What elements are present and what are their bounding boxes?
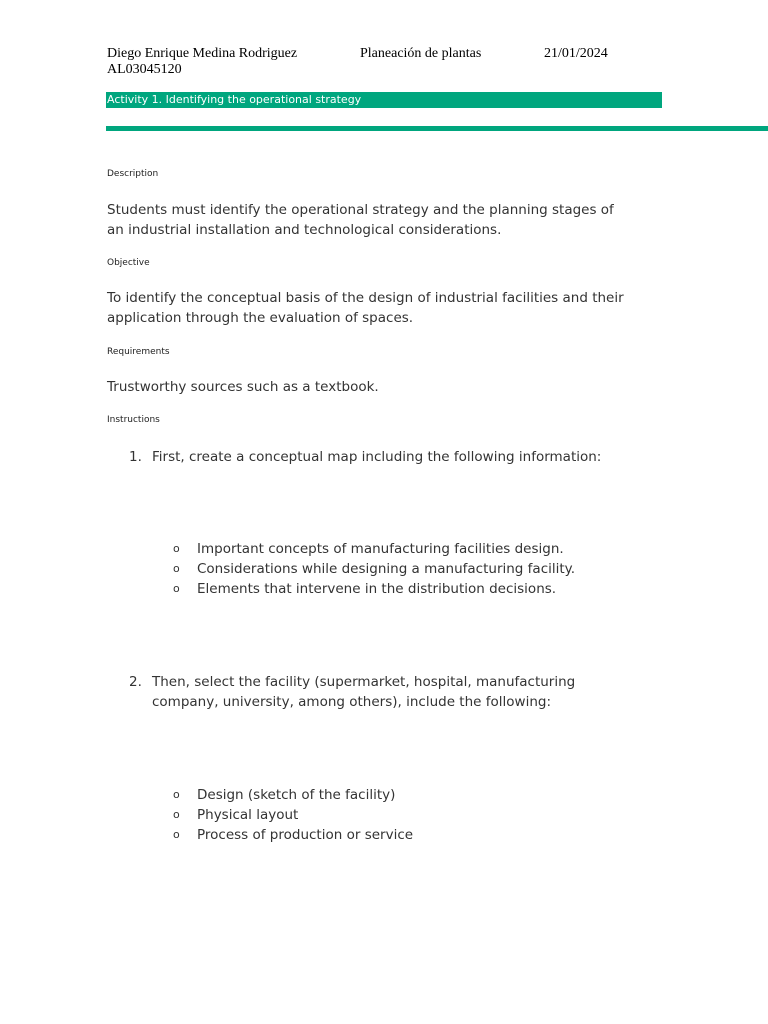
step-text: First, create a conceptual map including the following information: <box>152 449 602 465</box>
list-item-text: Elements that intervene in the distribution decisions. <box>197 581 557 597</box>
step-text: Then, select the facility (supermarket, hospital, manufacturing company, university, among others), include the following: <box>152 674 576 710</box>
activity-title-bar: Activity 1. Identifying the operational strategy <box>106 92 662 108</box>
document-date: 21/01/2024 <box>544 46 608 61</box>
list-item <box>173 559 633 579</box>
description-text: Students must identify the operational strategy and the planning stages of an industrial installation and technological considerations. <box>107 202 614 238</box>
instructions-label: Instructions <box>107 415 160 425</box>
step-number: 2. <box>129 674 142 690</box>
author-name: Diego Enrique Medina Rodriguez <box>107 46 298 61</box>
list-item-text: Design (sketch of the facility) <box>197 787 396 803</box>
objective-label: Objective <box>107 258 150 268</box>
section-divider <box>106 126 768 131</box>
instruction-step-1 <box>129 447 629 467</box>
list-item-text: Physical layout <box>197 807 299 823</box>
requirements-text: Trustworthy sources such as a textbook. <box>107 379 379 395</box>
list-item <box>173 785 633 805</box>
course-name: Planeación de plantas <box>360 46 482 61</box>
bullet-icon: o <box>173 562 180 575</box>
list-item-text: Process of production or service <box>197 827 414 843</box>
bullet-icon: o <box>173 828 180 841</box>
list-item <box>173 539 633 559</box>
bullet-icon: o <box>173 788 180 801</box>
step-1-sublist <box>173 539 633 599</box>
requirements-label: Requirements <box>107 347 170 357</box>
step-2-sublist <box>173 785 633 845</box>
list-item-text: Considerations while designing a manufacturing facility. <box>197 561 576 577</box>
bullet-icon: o <box>173 582 180 595</box>
instruction-step-2 <box>129 672 629 712</box>
student-id: AL03045120 <box>107 62 182 77</box>
list-item <box>173 805 633 825</box>
list-item <box>173 579 633 599</box>
description-label: Description <box>107 169 159 179</box>
bullet-icon: o <box>173 808 180 821</box>
bullet-icon: o <box>173 542 180 555</box>
objective-text: To identify the conceptual basis of the design of industrial facilities and their application through the evaluation of spaces. <box>107 290 624 326</box>
step-number: 1. <box>129 449 142 465</box>
list-item-text: Important concepts of manufacturing facilities design. <box>197 541 564 557</box>
list-item <box>173 825 633 845</box>
